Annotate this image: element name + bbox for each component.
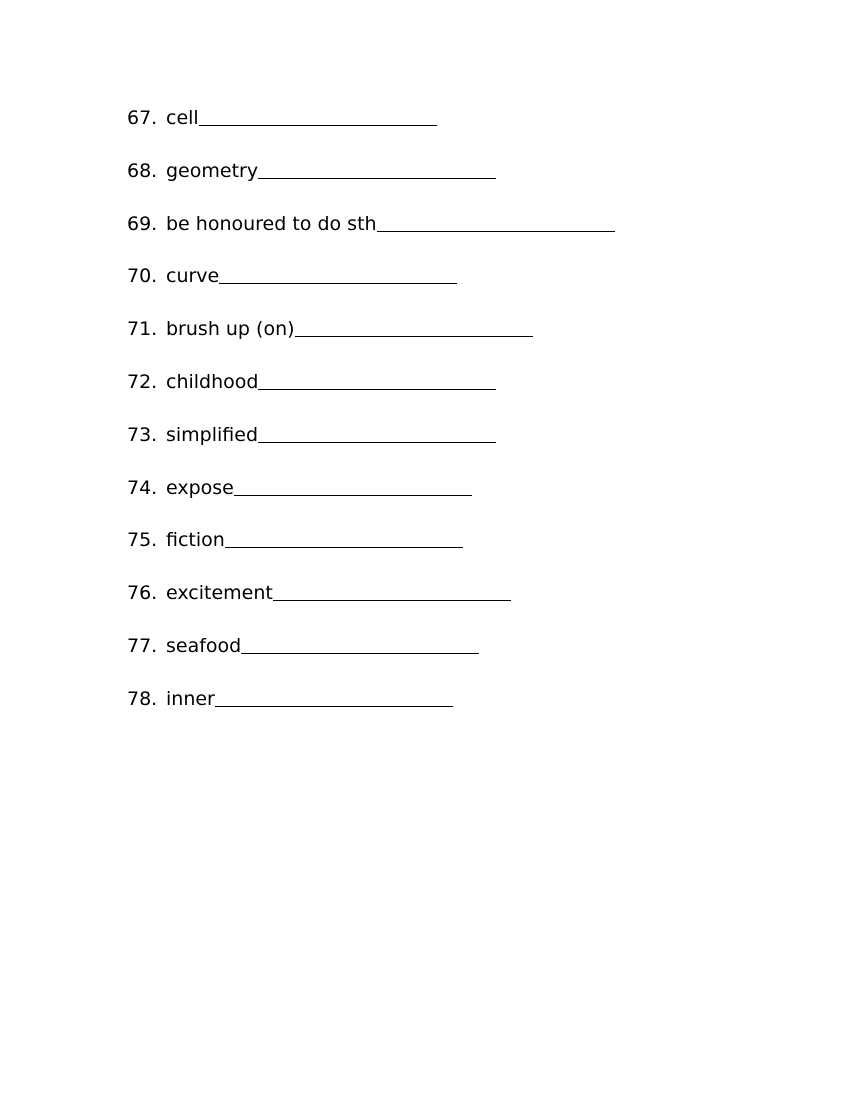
list-item xyxy=(127,316,615,369)
list-item xyxy=(127,263,615,316)
item-term: simplified xyxy=(166,423,259,446)
answer-blank[interactable] xyxy=(219,263,457,284)
item-term: childhood xyxy=(166,370,259,393)
item-number: 67. xyxy=(127,107,158,129)
item-number: 74. xyxy=(127,476,158,499)
answer-blank[interactable] xyxy=(258,369,496,390)
list-item xyxy=(127,686,615,739)
answer-blank[interactable] xyxy=(258,158,496,179)
item-term: cell xyxy=(166,107,199,129)
answer-blank[interactable] xyxy=(199,105,437,126)
list-item xyxy=(127,422,615,475)
list-item xyxy=(127,580,615,633)
answer-blank[interactable] xyxy=(377,211,615,232)
item-number: 73. xyxy=(127,423,158,446)
answer-blank[interactable] xyxy=(258,422,496,443)
list-item xyxy=(127,158,615,211)
item-number: 69. xyxy=(127,212,158,235)
answer-blank[interactable] xyxy=(225,527,463,548)
list-item xyxy=(127,369,615,422)
list-item xyxy=(127,475,615,528)
answer-blank[interactable] xyxy=(215,686,453,707)
list-item xyxy=(127,211,615,264)
answer-blank[interactable] xyxy=(234,475,472,496)
item-number: 77. xyxy=(127,634,158,657)
item-number: 68. xyxy=(127,159,158,182)
item-term: excitement xyxy=(166,582,273,605)
item-term: seafood xyxy=(166,634,242,657)
list-item xyxy=(127,633,615,686)
answer-blank[interactable] xyxy=(273,580,511,601)
item-term: inner xyxy=(166,687,215,710)
item-term: brush up (on) xyxy=(166,318,295,341)
item-term: be honoured to do sth xyxy=(166,212,377,235)
answer-blank[interactable] xyxy=(241,633,479,654)
item-term: fiction xyxy=(166,529,225,552)
item-number: 76. xyxy=(127,582,158,605)
item-term: curve xyxy=(166,265,220,288)
vocabulary-list xyxy=(127,105,615,739)
list-item xyxy=(127,105,615,158)
item-number: 70. xyxy=(127,265,158,288)
list-item xyxy=(127,527,615,580)
item-number: 71. xyxy=(127,318,158,341)
item-term: geometry xyxy=(166,159,259,182)
item-number: 72. xyxy=(127,370,158,393)
answer-blank[interactable] xyxy=(295,316,533,337)
item-term: expose xyxy=(166,476,234,499)
item-number: 75. xyxy=(127,529,158,552)
item-number: 78. xyxy=(127,687,158,710)
